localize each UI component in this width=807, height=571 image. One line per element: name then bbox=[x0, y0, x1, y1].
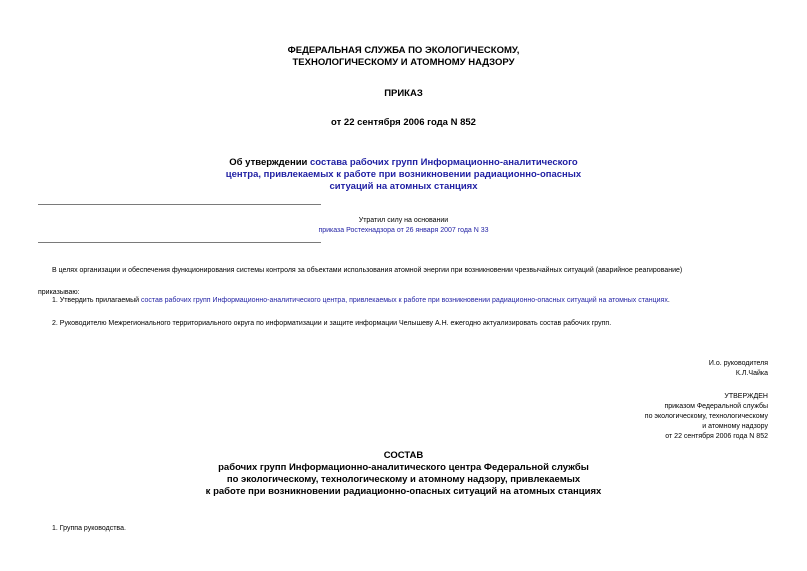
status-line: Утратил силу на основании bbox=[358, 217, 449, 224]
composition-line-3: к работе при возникновении радиационно-опасных ситуаций на атомных станциях bbox=[205, 486, 602, 497]
approval-block bbox=[645, 392, 768, 442]
approval-line-3: по экологическому, технологическому bbox=[644, 413, 768, 420]
composition-line-2: по экологическому, технологическому и атомному надзору, привлекаемых bbox=[226, 474, 581, 485]
title-link-line-2[interactable]: центра, привлекаемых к работе при возникновении радиационно-опасных bbox=[225, 169, 582, 180]
approval-line-2: приказом Федеральной службы bbox=[664, 403, 768, 410]
status-note bbox=[0, 216, 807, 236]
agency-line-1: ФЕДЕРАЛЬНАЯ СЛУЖБА ПО ЭКОЛОГИЧЕСКОМУ, bbox=[287, 45, 520, 56]
signature-block bbox=[709, 359, 768, 379]
order-word: приказываю: bbox=[38, 289, 80, 296]
composition-line-1: рабочих групп Информационно-аналитического центра Федеральной службы bbox=[218, 462, 589, 473]
order-item-1 bbox=[52, 296, 670, 306]
intro-paragraph: В целях организации и обеспечения функционирования системы контроля за объектами использования атомной энергии при возникновении чрезвычайных ситуаций (аварийное реагирование) bbox=[52, 267, 683, 274]
approval-line-1: УТВЕРЖДЕН bbox=[724, 393, 768, 400]
divider-bottom bbox=[38, 242, 321, 243]
date-number: от 22 сентября 2006 года N 852 bbox=[331, 117, 476, 128]
item1-prefix: 1. Утвердить прилагаемый bbox=[52, 297, 141, 304]
approval-line-5: от 22 сентября 2006 года N 852 bbox=[665, 433, 768, 440]
title-link-line-3[interactable]: ситуаций на атомных станциях bbox=[329, 181, 478, 192]
title-link-line-1[interactable]: состава рабочих групп Информационно-аналитического bbox=[310, 157, 578, 168]
doc-title bbox=[0, 157, 807, 193]
divider-top bbox=[38, 204, 321, 205]
title-prefix: Об утверждении bbox=[229, 157, 311, 168]
signature-role: И.о. руководителя bbox=[708, 360, 768, 367]
status-link[interactable]: приказа Ростехнадзора от 26 января 2007 года N 33 bbox=[318, 227, 489, 234]
approval-line-4: и атомному надзору bbox=[702, 423, 768, 430]
list-item-1: 1. Группа руководства. bbox=[52, 525, 126, 532]
agency-name bbox=[0, 45, 807, 69]
agency-line-2: ТЕХНОЛОГИЧЕСКОМУ И АТОМНОМУ НАДЗОРУ bbox=[292, 57, 515, 68]
signature-name: К.Л.Чайка bbox=[735, 370, 768, 377]
composition-title: СОСТАВ bbox=[383, 450, 424, 461]
item1-suffix: . bbox=[667, 297, 670, 304]
composition-heading bbox=[0, 450, 807, 498]
item1-link[interactable]: состав рабочих групп Информационно-аналитического центра, привлекаемых к работе при возникновении радиационно-опасных ситуаций на атомных станциях bbox=[140, 297, 668, 304]
order-item-2: 2. Руководителю Межрегионального территориального округа по информатизации и защите информации Челышеву А.Н. ежегодно актуализировать состав рабочих групп. bbox=[52, 320, 612, 327]
doc-type: ПРИКАЗ bbox=[384, 88, 423, 99]
